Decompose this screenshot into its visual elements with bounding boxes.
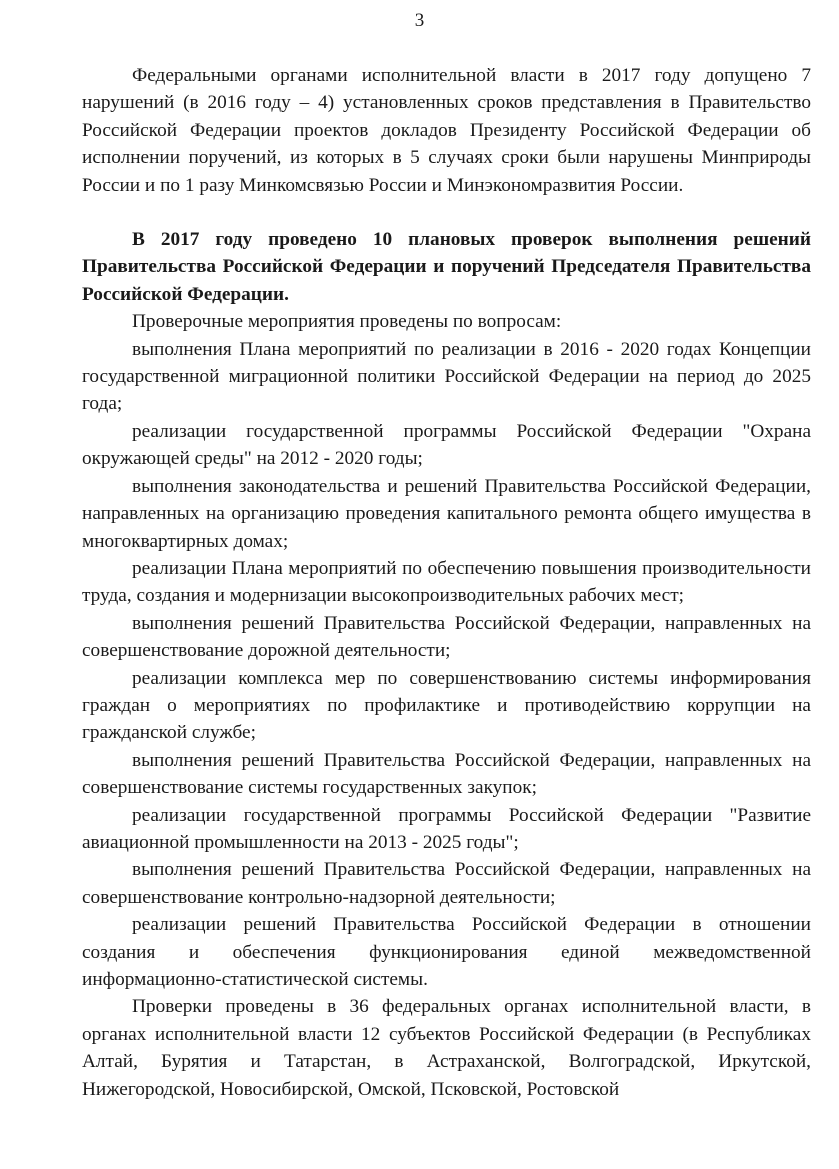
paragraph-inspection-topics-intro: Проверочные мероприятия проведены по вопросам:	[132, 311, 562, 333]
list-item: выполнения законодательства и решений Правительства Российской Федерации, направленных на организацию проведения капитального ремонта общего имущества в многоквартирных домах;	[82, 475, 811, 552]
list-item: реализации решений Правительства Российской Федерации в отношении создания и обеспечения функционирования единой межведомственной информационно-статистической системы.	[82, 914, 811, 990]
list-item: реализации комплекса мер по совершенствованию системы информирования граждан о мероприятиях по профилактике и противодействию коррупции на гражданской службе;	[82, 667, 811, 744]
list-item: реализации Плана мероприятий по обеспечению повышения производительности труда, создания и модернизации высокопроизводительных рабочих мест;	[82, 557, 811, 607]
list-item: выполнения Плана мероприятий по реализации в 2016 - 2020 годах Концепции государственной миграционной политики Российской Федерации на период до 2025 года;	[82, 338, 811, 415]
paragraph-gap	[82, 199, 811, 226]
list-item: реализации государственной программы Российской Федерации "Развитие авиационной промышленности на 2013 - 2025 годы";	[82, 804, 811, 853]
page-number: 3	[414, 10, 425, 31]
paragraph-inspected-bodies: Проверки проведены в 36 федеральных органах исполнительной власти, в органах исполнительной власти 12 субъектов Российской Федерации (в Республиках Алтай, Бурятия и Татарстан, в Астраханской, Волгоградской, Иркутской, Нижегородской, Новосибирской, Омской, Псковской, Ростовской	[82, 996, 811, 1100]
document-body	[82, 62, 811, 1103]
paragraph-deadline-violations: Федеральными органами исполнительной власти в 2017 году допущено 7 нарушений (в 2016 году – 4) установленных сроков представления в Правительство Российской Федерации проектов докладов Президенту Российской Федерации об исполнении поручений, из которых в 5 случаях сроки были нарушены Минприроды России и по 1 разу Минкомсвязью России и Минэкономразвития России.	[82, 65, 811, 196]
list-item: выполнения решений Правительства Российской Федерации, направленных на совершенствование контрольно-надзорной деятельности;	[82, 859, 811, 908]
list-item: выполнения решений Правительства Российской Федерации, направленных на совершенствование системы государственных закупок;	[82, 749, 811, 799]
list-item: реализации государственной программы Российской Федерации "Охрана окружающей среды" на 2012 - 2020 годы;	[82, 420, 811, 470]
list-item: выполнения решений Правительства Российской Федерации, направленных на совершенствование дорожной деятельности;	[82, 612, 811, 662]
paragraph-inspections-heading: В 2017 году проведено 10 плановых проверок выполнения решений Правительства Российской Федерации и поручений Председателя Правительства Российской Федерации.	[82, 229, 811, 305]
